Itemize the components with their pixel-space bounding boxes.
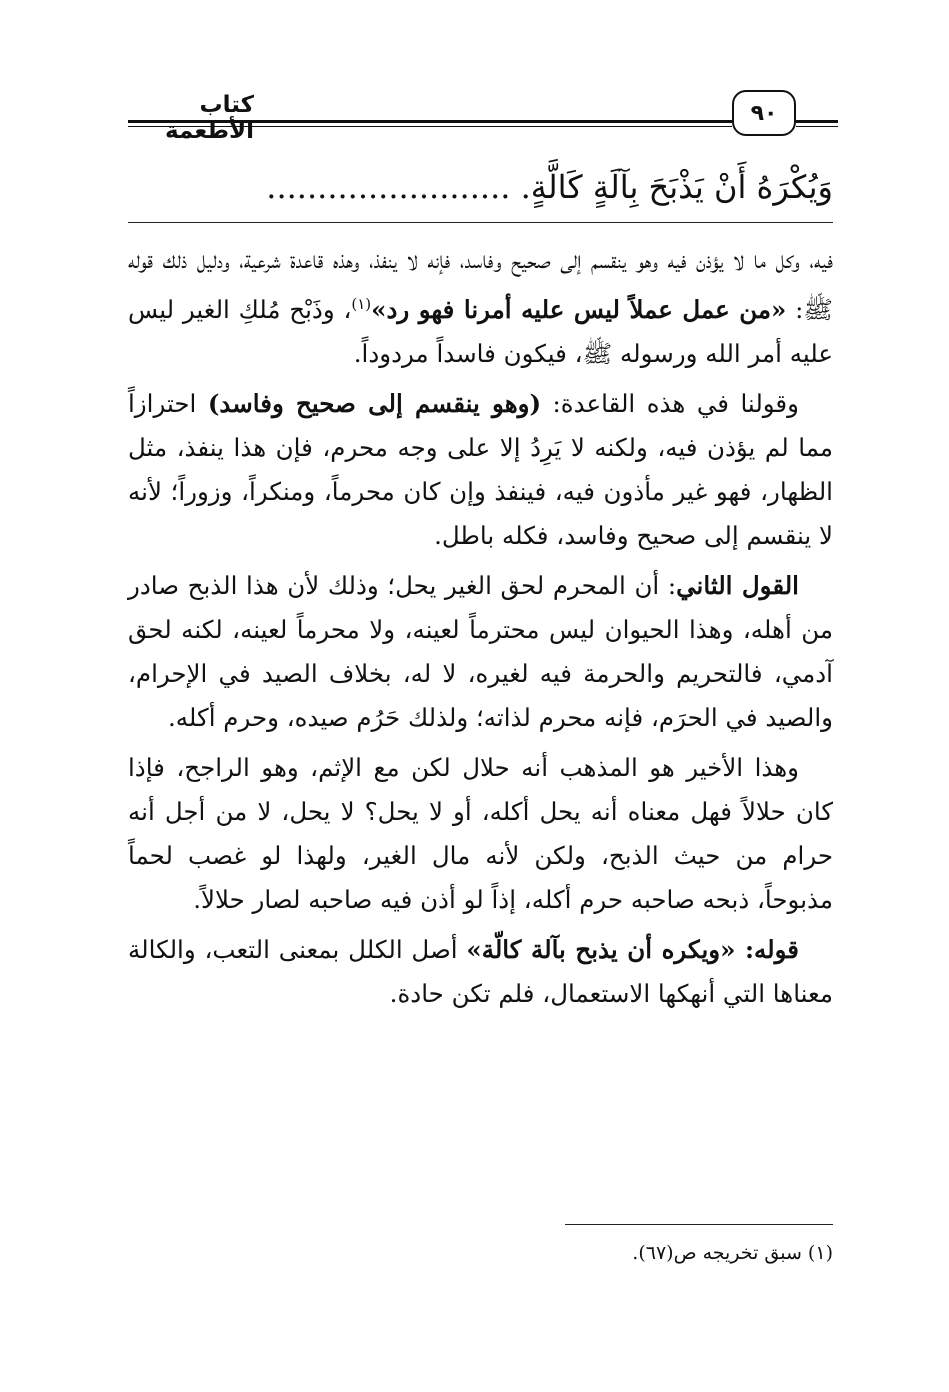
book-title: كتاب الأطعمة [164,92,254,144]
page-number: ٩٠ [732,90,796,136]
footnote-divider [565,1224,833,1225]
running-header [128,92,838,144]
matn-text: وَيُكْرَهُ أَنْ يَذْبَحَ بِآلَةٍ كَالَّةٍ. ........................ [266,168,833,206]
paragraph-text: احترازاً مما لم يؤذن فيه، ولكنه لا يَرِدُ إلا على وجه محرم، فإن هذا ينفذ، مثل الظهار، فهو غير مأذون فيه، فينفذ وإن كان محرماً، ومنكراً، وزوراً؛ لأنه لا ينقسم إلى صحيح وفاسد، فكله باطل. [128,389,833,551]
paragraph-text: فيه، وكل ما لا يؤذن فيه وهو ينقسم إلى صحيح وفاسد، فإنه لا ينفذ، وهذه قاعدة شرعية، ودليل ذلك قوله ﷺ: [128,245,833,325]
paragraph [128,928,833,1016]
paragraph: وهذا الأخير هو المذهب أنه حلال لكن مع الإثم، وهو الراجح، فإذا كان حلالاً فهل معناه أنه يحل أكله، أو لا يحل؟ لا يحل، لا من أجل أنه حرام من حيث الذبح، ولكن لأنه مال الغير، ولهذا لو غصب لحماً مذبوحاً، ذبحه صاحبه حرم أكله، إذاً لو أذن فيه صاحبه لصار حلالاً. [128,753,833,915]
paragraph-text: وقولنا في هذه القاعدة: [541,389,799,419]
paragraph [128,382,833,558]
paragraph [128,564,833,740]
paragraph-text: ، وذَبْح مُلكِ الغير ليس عليه أمر الله ورسوله ﷺ، فيكون فاسداً مردوداً. [128,295,833,369]
section-lead: قوله [754,935,799,965]
paragraph-text: أصل الكلل بمعنى التعب، والكالة معناها التي أنهكها الاستعمال، فلم تكن حادة. [128,935,833,1009]
footnote-marker: (١) [351,295,372,313]
hadith-quote: «من عمل عملاً ليس عليه أمرنا فهو رد» [371,295,787,325]
rule-quote: (وهو ينقسم إلى صحيح وفاسد) [207,389,542,419]
matn-quote: : «ويكره أن يذبح بآلة كالّة» [466,935,755,965]
paragraph [128,238,833,376]
body-text [128,238,833,1022]
footnote: (١) سبق تخريجه ص(٦٧). [632,1242,833,1264]
paragraph-text: : أن المحرم لحق الغير يحل؛ وذلك لأن هذا الذبح صادر من أهله، وهذا الحيوان ليس محترماً لعينه، ولا محرماً لعينه، لكنه لحق آدمي، فالتحريم والحرمة فيه لغيره، لا له، بخلاف الصيد في الإحرام، والصيد في الحرَم، فإنه محرم لذاته؛ ولذلك حَرُم صيده، وحرم أكله. [128,571,833,733]
header-rule-left-top [796,120,838,123]
section-lead: القول الثاني [676,571,799,601]
header-rule-left-bottom [796,126,838,127]
matn-divider [128,222,833,223]
